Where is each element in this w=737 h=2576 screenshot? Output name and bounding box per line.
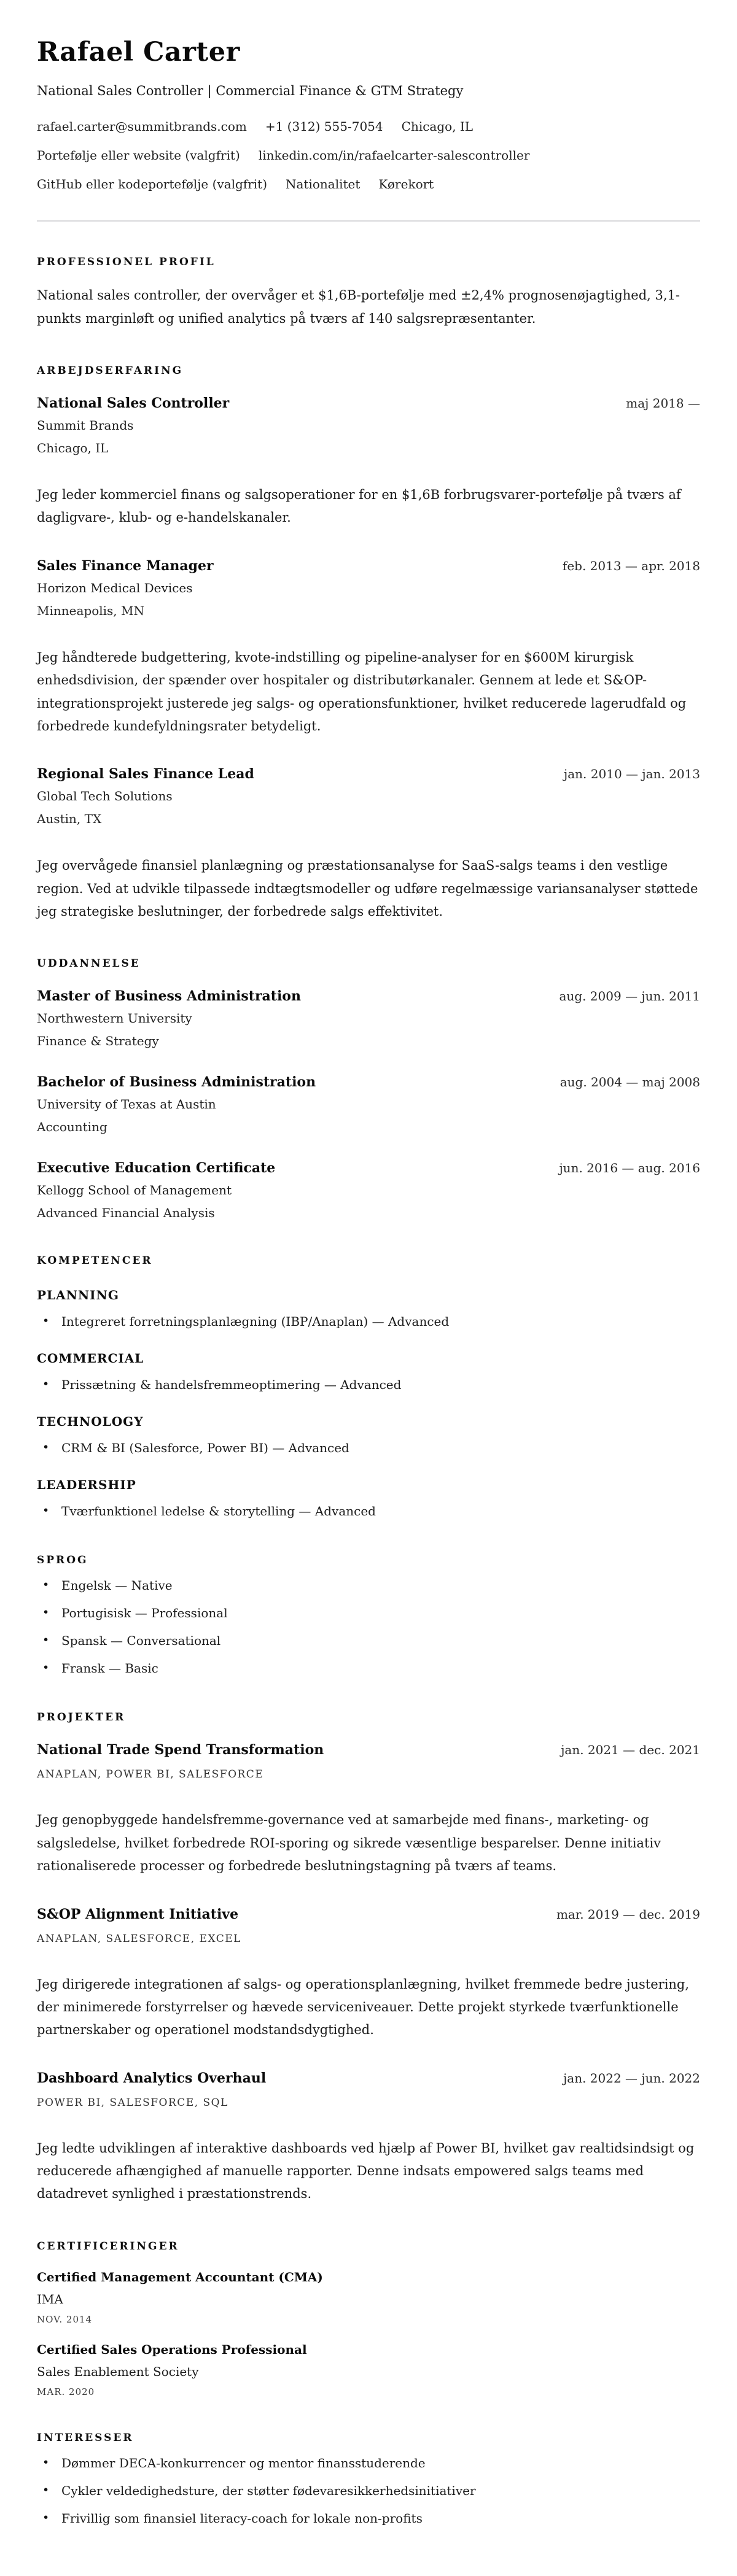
language-list	[37, 1577, 700, 1677]
date-range: feb. 2013 — apr. 2018	[562, 558, 700, 573]
entry-head	[37, 766, 700, 782]
certification-issuer: Sales Enablement Society	[37, 2364, 199, 2379]
skill-item-text: Prissætning & handelsfremmeoptimering — Advanced	[61, 1377, 402, 1393]
certification-entry	[37, 2270, 700, 2325]
skill-item-text: CRM & BI (Salesforce, Power BI) — Advanced	[61, 1441, 349, 1456]
project-title: National Trade Spend Transformation	[37, 1742, 324, 1758]
entry-head	[37, 395, 700, 411]
job-location: Minneapolis, MN	[37, 603, 144, 618]
education-entry	[37, 988, 700, 1048]
company-name: Summit Brands	[37, 418, 134, 433]
project-entry	[37, 2070, 700, 2206]
github-placeholder-text: GitHub eller kodeportefølje (valgfrit)	[37, 177, 268, 192]
list-item	[37, 2454, 700, 2472]
job-description: Jeg leder kommerciel finans og salgsoperationer for en $1,6B forbrugsvarer-portefølje på tværs af dagligvare-, klub- og e-handelskanaler.	[37, 487, 681, 525]
skill-list	[37, 1439, 700, 1456]
projects-heading: PROJEKTER	[37, 1711, 126, 1724]
skill-item-text: Integreret forretningsplanlægning (IBP/Anaplan) — Advanced	[61, 1314, 450, 1329]
languages-heading: SPROG	[37, 1554, 88, 1567]
date-range: jan. 2010 — jan. 2013	[564, 767, 700, 782]
certification-date: NOV. 2014	[37, 2313, 93, 2325]
project-tags: POWER BI, SALESFORCE, SQL	[37, 2096, 228, 2109]
list-item	[37, 1632, 700, 1649]
degree-title: Executive Education Certificate	[37, 1160, 276, 1177]
project-tags: ANAPLAN, SALESFORCE, EXCEL	[37, 1932, 241, 1945]
contact-row-1	[37, 119, 700, 134]
skill-list	[37, 1376, 700, 1393]
project-title: Dashboard Analytics Overhaul	[37, 2070, 267, 2086]
skill-category-name: TECHNOLOGY	[37, 1414, 144, 1429]
certification-name: Certified Sales Operations Professional	[37, 2342, 307, 2357]
experience-entry	[37, 395, 700, 530]
resume-header	[37, 38, 700, 191]
section-certifications	[37, 2240, 700, 2397]
section-languages	[37, 1554, 700, 1677]
school-name: Northwestern University	[37, 1011, 192, 1026]
date-range: aug. 2004 — maj 2008	[560, 1075, 700, 1090]
section-skills	[37, 1255, 700, 1520]
list-item	[37, 2482, 700, 2499]
location-text: Chicago, IL	[401, 119, 474, 134]
skill-item-text: Tværfunktionel ledelse & storytelling — Advanced	[61, 1504, 376, 1519]
entry-head	[37, 1074, 700, 1090]
linkedin-text: linkedin.com/in/rafaelcarter-salescontroller	[258, 148, 530, 163]
skill-category-name: PLANNING	[37, 1288, 119, 1303]
list-item	[37, 1503, 700, 1520]
job-title: Sales Finance Manager	[37, 557, 214, 574]
section-projects	[37, 1711, 700, 2205]
job-title: National Sales Controller	[37, 395, 230, 412]
degree-title: Bachelor of Business Administration	[37, 1074, 316, 1091]
date-range: aug. 2009 — jun. 2011	[559, 989, 700, 1004]
field-of-study: Advanced Financial Analysis	[37, 1205, 215, 1221]
candidate-headline: National Sales Controller | Commercial Finance & GTM Strategy	[37, 83, 464, 99]
profile-text: National sales controller, der overvåger et $1,6B-portefølje med ±2,4% prognosenøjagtighed, 3,1-punkts marginløft og unified analytics på tværs af 140 salgsrepræsentanter.	[37, 288, 680, 326]
interest-item-text: Dømmer DECA-konkurrencer og mentor finansstuderende	[61, 2455, 426, 2470]
skill-list	[37, 1313, 700, 1330]
job-title: Regional Sales Finance Lead	[37, 766, 254, 783]
degree-title: Master of Business Administration	[37, 988, 301, 1005]
section-profile	[37, 256, 700, 330]
project-tags: ANAPLAN, POWER BI, SALESFORCE	[37, 1768, 264, 1781]
company-name: Global Tech Solutions	[37, 789, 173, 804]
portfolio-placeholder-text: Portefølje eller website (valgfrit)	[37, 148, 240, 163]
language-item-text: Fransk — Basic	[61, 1661, 158, 1676]
contact-row-3	[37, 177, 700, 191]
experience-entry	[37, 766, 700, 923]
language-item-text: Engelsk — Native	[61, 1578, 173, 1593]
list-item	[37, 1577, 700, 1594]
list-item	[37, 1376, 700, 1393]
interests-heading: INTERESSER	[37, 2431, 134, 2444]
education-entry	[37, 1160, 700, 1220]
experience-entry	[37, 558, 700, 738]
job-location: Austin, TX	[37, 811, 102, 827]
field-of-study: Accounting	[37, 1120, 107, 1135]
section-education	[37, 957, 700, 1220]
entry-head	[37, 1906, 700, 1922]
section-interests	[37, 2432, 700, 2527]
language-item-text: Spansk — Conversational	[61, 1633, 221, 1649]
entry-head	[37, 1742, 700, 1758]
project-entry	[37, 1742, 700, 1878]
certification-issuer: IMA	[37, 2291, 63, 2307]
interest-list	[37, 2454, 700, 2527]
interest-item-text: Frivillig som finansiel literacy-coach for lokale non-profits	[61, 2510, 423, 2526]
project-title: S&OP Alignment Initiative	[37, 1906, 239, 1922]
email-text: rafael.carter@summitbrands.com	[37, 119, 247, 134]
project-description: Jeg dirigerede integrationen af salgs- og operationsplanlægning, hvilket fremmede bedre justering, der minimerede forstyrrelser og hævede serviceniveauer. Dette projekt styrkede tværfunktionelle partnerskaber og operationel modstandsdygtighed.	[37, 1976, 690, 2038]
project-entry	[37, 1906, 700, 2042]
skill-list	[37, 1503, 700, 1520]
license-text: Kørekort	[378, 177, 434, 192]
certification-entry	[37, 2342, 700, 2397]
school-name: Kellogg School of Management	[37, 1183, 232, 1198]
list-item	[37, 2510, 700, 2527]
list-item	[37, 1439, 700, 1456]
entry-head	[37, 988, 700, 1004]
language-item-text: Portugisisk — Professional	[61, 1606, 228, 1621]
entry-head	[37, 558, 700, 574]
project-description: Jeg ledte udviklingen af interaktive dashboards ved hjælp af Power BI, hvilket gav realtidsindsigt og reducerede afhængighed af manuelle rapporter. Denne indsats empowered salgs teams med datadrevet synlighed i præstationstrends.	[37, 2140, 695, 2202]
list-item	[37, 1660, 700, 1677]
interest-item-text: Cykler veldedighedsture, der støtter fødevaresikkerhedsinitiativer	[61, 2483, 476, 2498]
date-range: mar. 2019 — dec. 2019	[556, 1906, 700, 1922]
entry-head	[37, 1160, 700, 1176]
skill-category-name: COMMERCIAL	[37, 1351, 144, 1366]
list-item	[37, 1604, 700, 1622]
experience-heading: ARBEJDSERFARING	[37, 365, 184, 377]
education-heading: UDDANNELSE	[37, 957, 141, 970]
job-description: Jeg håndterede budgettering, kvote-indstilling og pipeline-analyser for en $600M kirurgisk enhedsdivision, der spænder over hospitaler og distributørkanaler. Gennem at lede et S&OP-integrationsprojekt justerede jeg salgs- og operationsfunktioner, hvilket reducerede lagerudfald og forbedrede kundefyldningsrater betydeligt.	[37, 649, 687, 733]
school-name: University of Texas at Austin	[37, 1097, 216, 1112]
date-range: jan. 2022 — jun. 2022	[563, 2070, 700, 2086]
field-of-study: Finance & Strategy	[37, 1034, 159, 1049]
section-experience	[37, 365, 700, 923]
certifications-heading: CERTIFICERINGER	[37, 2240, 179, 2253]
list-item	[37, 1313, 700, 1330]
contact-row-2	[37, 148, 700, 163]
company-name: Horizon Medical Devices	[37, 580, 193, 595]
phone-text: +1 (312) 555-7054	[265, 119, 383, 134]
education-entry	[37, 1074, 700, 1134]
certification-date: MAR. 2020	[37, 2386, 95, 2397]
date-range: jun. 2016 — aug. 2016	[559, 1161, 700, 1176]
date-range: jan. 2021 — dec. 2021	[561, 1742, 700, 1758]
job-location: Chicago, IL	[37, 441, 109, 456]
date-range: maj 2018 —	[626, 396, 700, 411]
skill-category-name: LEADERSHIP	[37, 1477, 136, 1493]
project-description: Jeg genopbyggede handelsfremme-governance ved at samarbejde med finans-, marketing- og salgsledelse, hvilket forbedrede ROI-sporing og sikrede væsentlige besparelser. Denne initiativ rationaliserede processer og forbedrede beslutningstagning på tværs af teams.	[37, 1812, 661, 1874]
profile-heading: PROFESSIONEL PROFIL	[37, 256, 216, 269]
certification-name: Certified Management Accountant (CMA)	[37, 2269, 323, 2284]
candidate-name: Rafael Carter	[37, 37, 240, 68]
skills-heading: KOMPETENCER	[37, 1255, 153, 1267]
nationality-text: Nationalitet	[286, 177, 361, 192]
job-description: Jeg overvågede finansiel planlægning og præstationsanalyse for SaaS-salgs teams i den vestlige region. Ved at udvikle tilpassede indtægtsmodeller og udføre regelmæssige variansanalyser støttede jeg strategiske beslutninger, der forbedrede salgs effektivitet.	[37, 858, 698, 919]
header-divider	[37, 220, 700, 222]
entry-head	[37, 2070, 700, 2086]
